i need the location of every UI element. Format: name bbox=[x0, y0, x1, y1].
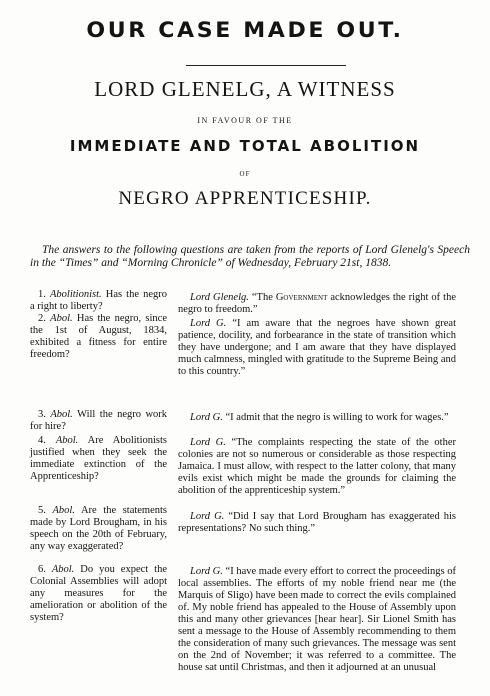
question-text: Has the negro, since the 1st of August, 1834, exhibited a fitness for entire freedom? bbox=[30, 313, 168, 360]
question-speaker: Abolitionist. bbox=[49, 289, 102, 300]
question-text: Are Abolitionists justified when they seek the immediate extinction of the Apprenticeship? bbox=[30, 435, 167, 482]
question-text: Will the negro work for hire? bbox=[30, 409, 168, 432]
answer-text: “I have made every effort to correct the proceedings of local assemblies. The efforts of my noble friend near me (the Marquis of Sligo) have been made to correct the evils complained of. My noble friend has appealed to the House of Assembly upon this and many other grievances [hear hear]. Sir Lionel Smith has sent a message to the House of Assembly recommending to them the consideration of many such grievances. The message was sent on the 2nd of November; it was referred to a committee. The house sat until Christmas, and then it adjourned at an unusual bbox=[178, 566, 457, 673]
answer-item bbox=[178, 318, 456, 378]
answer-speaker: Lord G. bbox=[190, 437, 226, 448]
question-speaker: Abol. bbox=[55, 435, 79, 446]
answer-speaker: Lord G. bbox=[190, 511, 225, 522]
answer-speaker: Lord Glenelg. bbox=[190, 292, 249, 303]
question-item bbox=[30, 435, 167, 483]
answer-speaker: Lord G. bbox=[190, 566, 223, 577]
headline: OUR CASE MADE OUT. bbox=[86, 18, 404, 42]
divider-rule bbox=[186, 65, 346, 66]
negro-apprenticeship-heading: NEGRO APPRENTICESHIP. bbox=[118, 188, 372, 209]
answer-item bbox=[178, 511, 456, 535]
answer-text: “I admit that the negro is willing to work for wages.” bbox=[225, 412, 449, 423]
question-number: 3. bbox=[38, 409, 46, 420]
question-item bbox=[30, 289, 167, 313]
question-item bbox=[30, 313, 167, 361]
answer-speaker: Lord G. bbox=[190, 412, 223, 423]
answer-item bbox=[178, 566, 456, 674]
intro-paragraph: The answers to the following questions are taken from the reports of Lord Glenelg's Speech in the “Times” and “Morning Chronicle” of Wednesday, February 21st, 1838. bbox=[30, 244, 470, 269]
answer-speaker: Lord G. bbox=[190, 318, 227, 329]
question-number: 2. bbox=[38, 313, 46, 324]
question-item bbox=[30, 564, 167, 624]
answer-text: “The complaints respecting the state of the other colonies are not so numerous or considerable as those respecting Jamaica. I must allow, with respect to the latter colony, that many evils exist which might be made the grounds for claiming the abolition of the apprenticeship system.” bbox=[178, 437, 456, 496]
answer-text: “Did I say that Lord Brougham has exaggerated his representations? No such thing.” bbox=[178, 511, 457, 534]
question-speaker: Abol. bbox=[51, 564, 75, 575]
answer-text: “I am aware that the negroes have shown great patience, docility, and forbearance in the state of transition which they have undergone; and I am aware that they have displayed much calmness, mingled with gratitude to the Supreme Being and to this country.” bbox=[178, 318, 457, 377]
question-number: 6. bbox=[38, 564, 46, 575]
question-item bbox=[30, 505, 167, 553]
answer-smallcaps: Government bbox=[275, 292, 328, 303]
question-number: 4. bbox=[38, 435, 46, 446]
answer-item bbox=[178, 412, 456, 424]
question-number: 5. bbox=[38, 505, 46, 516]
question-item bbox=[30, 409, 167, 433]
witness-heading: LORD GLENELG, A WITNESS bbox=[94, 77, 396, 101]
abolition-heading: IMMEDIATE AND TOTAL ABOLITION bbox=[69, 137, 421, 155]
question-number: 1. bbox=[38, 289, 46, 300]
question-text: Are the statements made by Lord Brougham, in his speech on the 20th of February, any way exaggerated? bbox=[30, 505, 168, 552]
answer-item bbox=[178, 292, 456, 316]
question-text: Has the negro a right to liberty? bbox=[30, 289, 168, 312]
of-line: OF bbox=[239, 170, 251, 178]
answer-text-prefix: “The bbox=[251, 292, 276, 303]
question-speaker: Abol. bbox=[50, 313, 73, 324]
answer-text: acknowledges the right of the negro to freedom.” bbox=[178, 292, 456, 315]
question-text: Do you expect the Colonial Assemblies will adopt any measures for the amelioration or abolition of the system? bbox=[30, 564, 167, 623]
question-speaker: Abol. bbox=[52, 505, 75, 516]
in-favour-line: IN FAVOUR OF THE bbox=[197, 116, 293, 125]
answer-item bbox=[178, 437, 456, 497]
question-speaker: Abol. bbox=[50, 409, 73, 420]
